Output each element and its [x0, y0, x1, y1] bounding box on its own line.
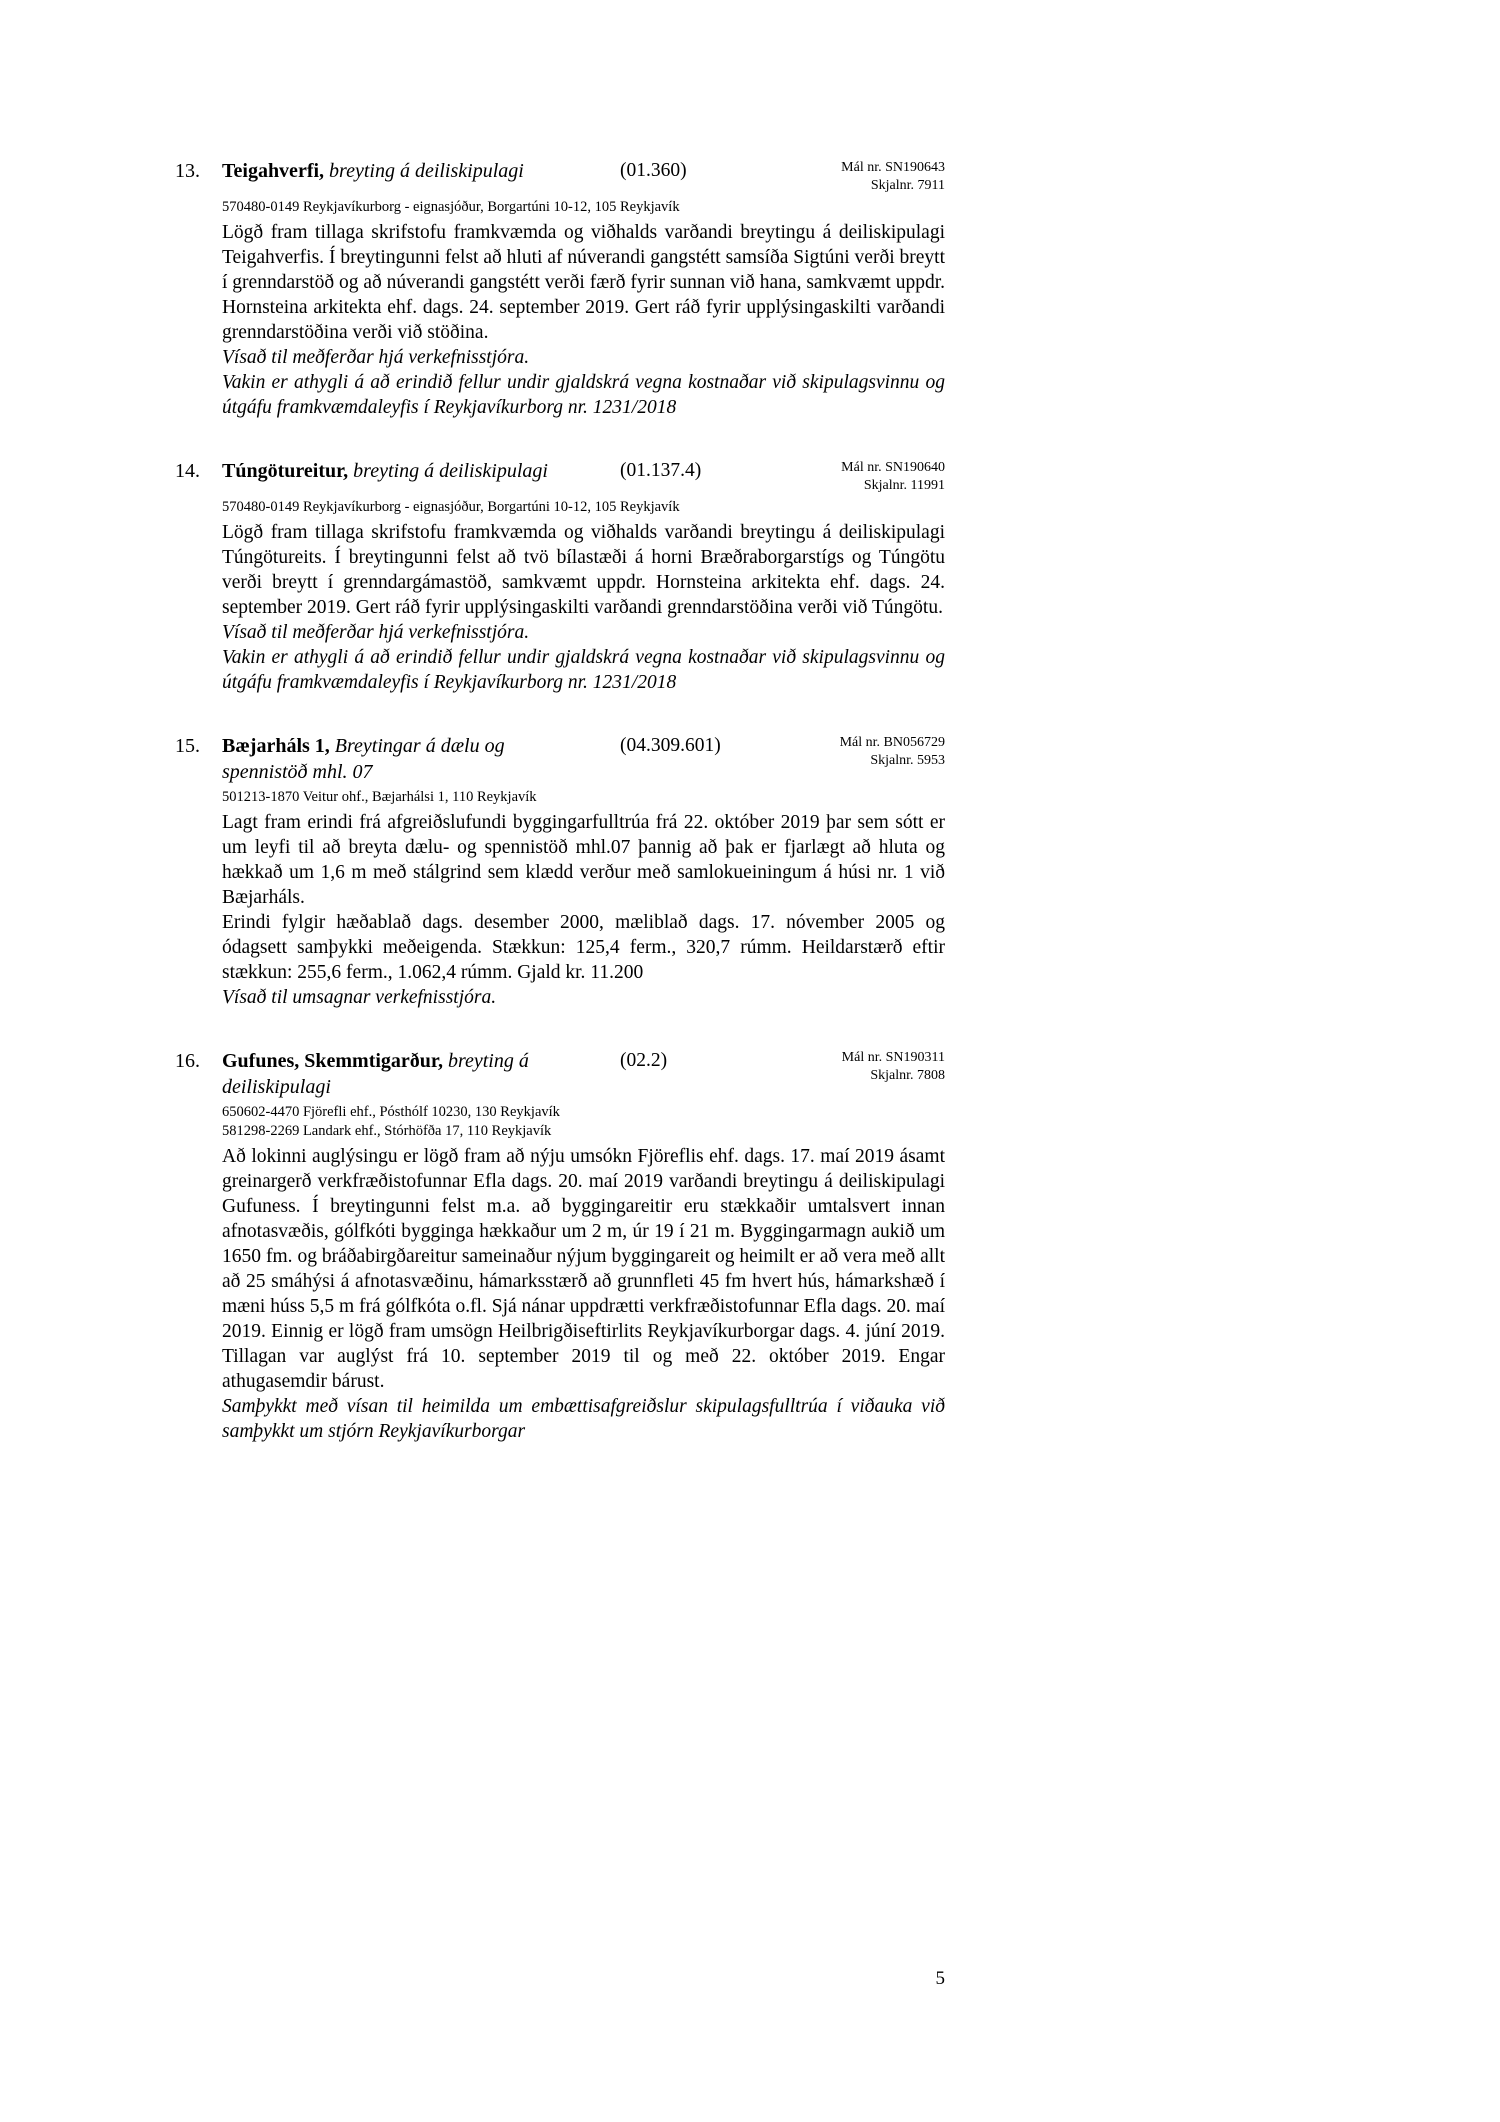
case-number: Mál nr. SN190640	[841, 460, 945, 475]
item-number: 16.	[175, 1050, 200, 1072]
item-resolution: Vísað til meðferðar hjá verkefnisstjóra.	[222, 622, 530, 643]
item-resolution: Vísað til meðferðar hjá verkefnisstjóra.	[222, 347, 530, 368]
agenda-item-16	[175, 1048, 945, 1444]
item-number: 14.	[175, 460, 200, 482]
item-title-name: Teigahverfi,	[222, 160, 325, 182]
item-paragraph: Lögð fram tillaga skrifstofu framkvæmda og viðhalds varðandi breytingu á deiliskipulagi Teigahverfis. Í breytingunni felst að hluti af núverandi gangstétt samsíða Sigtúni verði breytt í grenndarstöð og að núverandi gangstétt verði færð fyrir sunnan við hana, samkvæmt uppdr. Hornsteina arkitekta ehf. dags. 24. september 2019. Gert ráð fyrir upplýsingaskilti varðandi grenndarstöðina verði við stöðina.	[222, 222, 945, 343]
case-number: Mál nr. BN056729	[839, 735, 945, 750]
item-paragraph: Að lokinni auglýsingu er lögð fram að nýju umsókn Fjöreflis ehf. dags. 17. maí 2019 ásamt greinargerð verkfræðistofunnar Efla dags. 20. maí 2019 varðandi breytingu á deiliskipulagi Gufuness. Í breytingunni felst m.a. að byggingareitir eru stækkaðir umtalsvert innan afnotasvæðis, gólfkóti bygginga hækkaður um 2 m, úr 19 í 21 m. Byggingarmagn aukið um 1650 fm. og bráðabirgðareitur sameinaður nýjum byggingareit og heimilt er að vera með allt að 25 smáhýsi á afnotasvæðinu, hámarksstærð að grunnfleti 45 fm hvert hús, hámarkshæð í mæni húss 5,5 m frá gólfkóta o.fl. Sjá nánar uppdrætti verkfræðistofunnar Efla dags. 20. maí 2019. Einnig er lögð fram umsögn Heilbrigðiseftirlits Reykjavíkurborgar dags. 4. júní 2019. Tillagan var auglýst frá 10. september 2019 til og með 22. október 2019. Engar athugasemdir bárust.	[222, 1146, 945, 1392]
agenda-item-13	[175, 158, 945, 420]
item-body	[222, 220, 945, 420]
item-paragraph: Lögð fram tillaga skrifstofu framkvæmda og viðhalds varðandi breytingu á deiliskipulagi Túngötureits. Í breytingunni felst að tvö bílastæði á horni Bræðraborgarstígs og Túngötu verði breytt í grenndargámastöð, samkvæmt uppdr. Hornsteina arkitekta ehf. dags. 24. september 2019. Gert ráð fyrir upplýsingaskilti varðandi grenndarstöðina verði við Túngötu.	[222, 522, 945, 618]
item-heading	[175, 1048, 945, 1100]
item-body	[222, 520, 945, 695]
case-number: Mál nr. SN190643	[841, 160, 945, 175]
document-number: Skjalnr. 7911	[870, 178, 945, 193]
item-heading	[175, 733, 945, 785]
item-heading	[175, 158, 945, 195]
item-number: 13.	[175, 160, 200, 182]
item-body	[222, 810, 945, 1010]
agenda-item-15	[175, 733, 945, 1010]
item-title-subject: breyting á deiliskipulagi	[353, 460, 548, 482]
item-registrants	[222, 1103, 945, 1141]
document-number: Skjalnr. 11991	[863, 478, 945, 493]
registrant-line: 581298-2269 Landark ehf., Stórhöfða 17, 110 Reykjavík	[222, 1123, 552, 1139]
page-number: 5	[935, 1968, 945, 1989]
page-content	[175, 158, 945, 1482]
item-title	[222, 733, 620, 785]
item-resolution: Samþykkt með vísan til heimilda um embættisafgreiðslur skipulagsfulltrúa í viðauka við samþykkt um stjórn Reykjavíkurborgar	[222, 1396, 945, 1442]
document-number: Skjalnr. 5953	[870, 753, 945, 768]
item-title-subject: breyting á	[447, 1050, 529, 1072]
registrant-line: 501213-1870 Veitur ohf., Bæjarhálsi 1, 110 Reykjavík	[222, 789, 537, 805]
item-title-name: Gufunes, Skemmtigarður,	[222, 1050, 443, 1072]
item-references	[780, 458, 945, 495]
item-registrants	[222, 198, 945, 217]
item-plan-code: (01.137.4)	[620, 460, 702, 481]
item-number: 15.	[175, 735, 200, 757]
item-references	[780, 158, 945, 195]
item-title	[222, 1048, 620, 1100]
item-plan-code: (04.309.601)	[620, 735, 721, 756]
item-title-name: Túngötureitur,	[222, 460, 349, 482]
document-number: Skjalnr. 7808	[870, 1068, 945, 1083]
item-heading	[175, 458, 945, 495]
registrant-line: 570480-0149 Reykjavíkurborg - eignasjóður, Borgartúni 10-12, 105 Reykjavík	[222, 199, 680, 215]
item-body	[222, 1144, 945, 1444]
item-title-subject-line2: deiliskipulagi	[222, 1076, 331, 1098]
item-title-subject: Breytingar á dælu og	[334, 735, 505, 757]
item-note: Vakin er athygli á að erindið fellur undir gjaldskrá vegna kostnaðar við skipulagsvinnu og útgáfu framkvæmdaleyfis í Reykjavíkurborg nr. 1231/2018	[222, 372, 945, 418]
item-references	[780, 1048, 945, 1085]
item-registrants	[222, 498, 945, 517]
item-plan-code: (01.360)	[620, 160, 687, 181]
item-title-subject-line2: spennistöð mhl. 07	[222, 761, 373, 783]
registrant-line: 570480-0149 Reykjavíkurborg - eignasjóður, Borgartúni 10-12, 105 Reykjavík	[222, 499, 680, 515]
agenda-item-14	[175, 458, 945, 695]
item-title	[222, 158, 620, 184]
registrant-line: 650602-4470 Fjörefli ehf., Pósthólf 10230, 130 Reykjavík	[222, 1104, 560, 1120]
item-plan-code: (02.2)	[620, 1050, 668, 1071]
item-title-subject: breyting á deiliskipulagi	[329, 160, 524, 182]
item-title-name: Bæjarháls 1,	[222, 735, 330, 757]
item-paragraph: Erindi fylgir hæðablað dags. desember 2000, mæliblað dags. 17. nóvember 2005 og ódagsett samþykki meðeigenda. Stækkun: 125,4 ferm., 320,7 rúmm. Heildarstærð eftir stækkun: 255,6 ferm., 1.062,4 rúmm. Gjald kr. 11.200	[222, 912, 945, 983]
case-number: Mál nr. SN190311	[841, 1050, 945, 1065]
item-paragraph: Lagt fram erindi frá afgreiðslufundi byggingarfulltrúa frá 22. október 2019 þar sem sótt er um leyfi til að breyta dælu- og spennistöð mhl.07 þannig að þak er fjarlægt að hluta og hækkað um 1,6 m með stálgrind sem klædd verður með samlokueiningum á húsi nr. 1 við Bæjarháls.	[222, 812, 945, 908]
item-title	[222, 458, 620, 484]
item-resolution: Vísað til umsagnar verkefnisstjóra.	[222, 987, 497, 1008]
item-note: Vakin er athygli á að erindið fellur undir gjaldskrá vegna kostnaðar við skipulagsvinnu og útgáfu framkvæmdaleyfis í Reykjavíkurborg nr. 1231/2018	[222, 647, 945, 693]
item-references	[780, 733, 945, 770]
item-registrants	[222, 788, 945, 807]
